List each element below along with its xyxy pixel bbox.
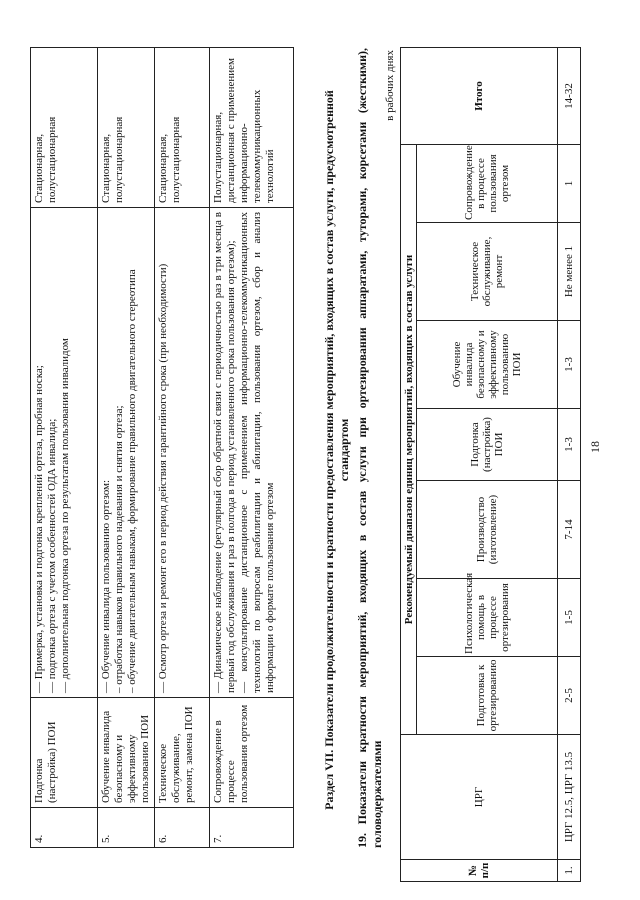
row-number: 5.: [98, 808, 155, 848]
table-row: [210, 48, 294, 848]
page-number: 18: [588, 441, 602, 453]
header-cell: Техническое обслуживание, ремонт: [417, 223, 558, 321]
header-total: Итого: [401, 47, 558, 144]
table-row: [155, 48, 210, 848]
header-crg: ЦРГ: [401, 735, 558, 860]
activity-content: [155, 208, 210, 698]
content-line: — Обучение инвалида пользованию ортезом:: [100, 479, 112, 693]
table-row: [558, 47, 581, 881]
unit-note: в рабочих днях: [384, 50, 396, 121]
section-title: Раздел VII. Показатели продолжительности и кратности предоставления мероприятий, входящих в состав услуги, предусмотренной стандартом: [322, 90, 351, 810]
content-line: — консультирование дистанционное с применением информационно-телекоммуникационных технологий по вопросам реабилитации и абилитации, пользования ортезом, сбор и анализ информации о формате пользования ортезом: [238, 212, 276, 693]
content-line: – отработка навыков правильного надевания и снятия ортеза;: [113, 405, 125, 693]
content-line: — Примерка, установка и подгонка креплений ортеза, пробная носка;: [33, 365, 45, 693]
service-form: Полустационарная, дистанционная с применением информационно-телекоммуникационных технологий: [210, 48, 294, 208]
activity-name: Техническое обслуживание, ремонт, замена ПОИ: [155, 698, 210, 808]
value-cell: 2-5: [558, 657, 581, 735]
row-crg: ЦРГ 12.5, ЦРГ 13.5: [558, 735, 581, 860]
row-number: 6.: [155, 808, 210, 848]
activity-name: Обучение инвалида безопасному и эффективному пользованию ПОИ: [98, 698, 155, 808]
row-number: 4.: [31, 808, 98, 848]
content-line: — Осмотр ортеза и ремонт его в период действия гарантийного срока (при необходимости): [157, 263, 169, 693]
value-cell: 7-14: [558, 481, 581, 579]
service-form: Стационарная, полустационарная: [155, 48, 210, 208]
content-line: — дополнительная подгонка ортеза по результатам пользования инвалидом: [59, 338, 71, 693]
header-cell: Обучение инвалида безопасному и эффективному пользованию ПОИ: [417, 321, 558, 409]
value-cell: 1-3: [558, 321, 581, 409]
activity-name: Подгонка (настройка) ПОИ: [31, 698, 98, 808]
service-form: Стационарная, полустационарная: [98, 48, 155, 208]
value-cell: 1-3: [558, 409, 581, 481]
row-number: 1.: [558, 860, 581, 882]
activities-table: [30, 47, 294, 848]
content-line: — подгонка ортеза с учетом особенностей ОДА инвалида;: [46, 418, 58, 693]
activity-name: Сопровождение в процессе пользования ортезом: [210, 698, 294, 808]
activity-content: [210, 208, 294, 698]
multiplicity-table: [400, 47, 581, 882]
header-cell: Производство (изготовление): [417, 481, 558, 579]
value-cell: 1: [558, 144, 581, 222]
content-line: – обучение двигательным навыкам, формирование правильного двигательного стереотипа: [126, 269, 138, 693]
header-cell: Подготовка к ортезированию: [417, 657, 558, 735]
table-row: [31, 48, 98, 848]
activity-content: [31, 208, 98, 698]
row-number: 7.: [210, 808, 294, 848]
header-cell: Сопровождение в процессе пользования ортезом: [417, 144, 558, 222]
header-num: № п/п: [401, 860, 558, 882]
content-line: — Динамическое наблюдение (регулярный сбор обратной связи с периодичностью раз в три месяца в первый год обслуживания и раз в полгода в период установленного срока пользования ортезом);: [212, 212, 237, 693]
header-cell: Психологическая помощь в процессе ортезирования: [417, 579, 558, 657]
activity-content: [98, 208, 155, 698]
header-group: Рекомендуемый диапазон единиц мероприятий, входящих в состав услуги: [401, 144, 417, 734]
subsection-title: 19. Показатели кратности мероприятий, входящих в состав услуги при ортезировании аппаратами, туторами, корсетами (жесткими), головодержателями: [355, 48, 384, 848]
table-row: [98, 48, 155, 848]
value-cell: Не менее 1: [558, 223, 581, 321]
value-cell: 1-5: [558, 579, 581, 657]
service-form: Стационарная, полустационарная: [31, 48, 98, 208]
header-cell: Подгонка (настройка) ПОИ: [417, 409, 558, 481]
total-cell: 14-32: [558, 47, 581, 144]
